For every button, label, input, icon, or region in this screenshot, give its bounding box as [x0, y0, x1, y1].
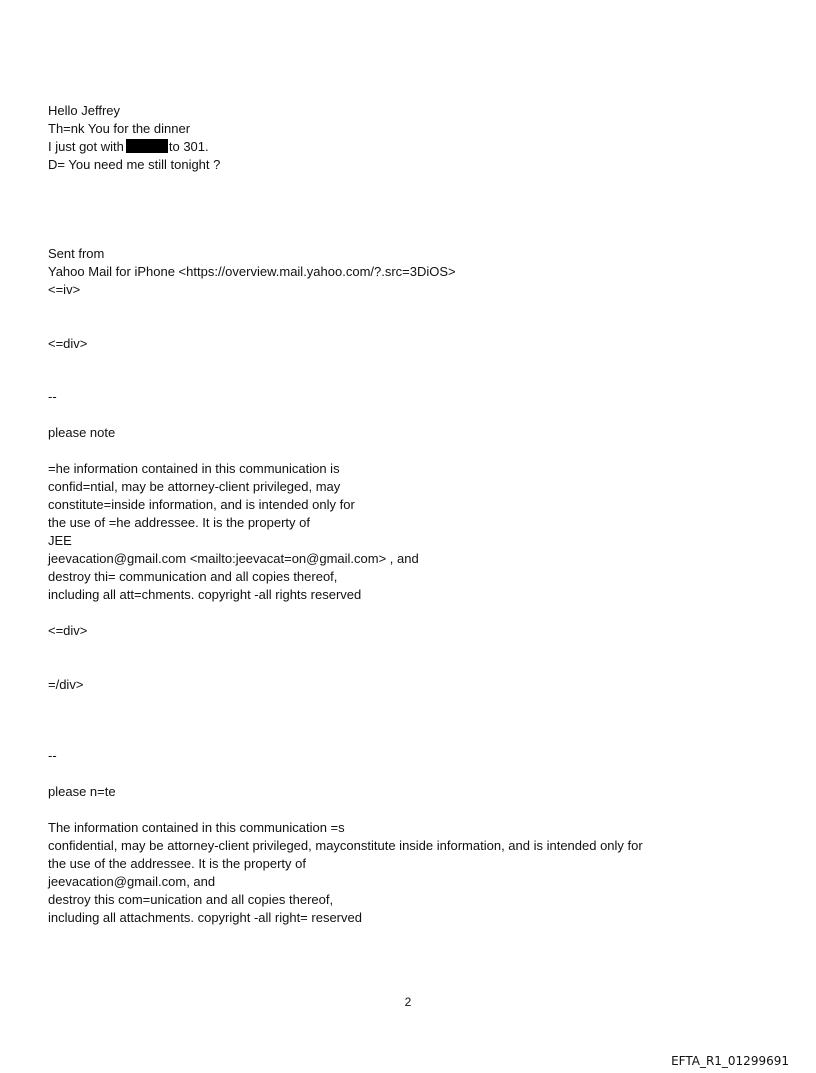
notice-line: the use of =he addressee. It is the property of	[48, 515, 310, 530]
notice-line: jeevacation@gmail.com, and	[48, 874, 216, 889]
notice-line: including all att=chments. copyright -all rights reserved	[48, 587, 362, 602]
div-tag-line: <=div>	[48, 623, 88, 638]
iv-tag-line: <=iv>	[48, 282, 81, 297]
notice-line: the use of the addressee. It is the property of	[48, 856, 306, 871]
page-number: 2	[404, 995, 412, 1009]
sent-from-line: Sent from	[48, 246, 105, 261]
notice-line: confidential, may be attorney-client privileged, mayconstitute inside information, and is intended only for	[48, 838, 643, 853]
thanks-line: Th=nk You for the dinner	[48, 121, 191, 136]
notice-line: confid=ntial, may be attorney-client privileged, may	[48, 479, 341, 494]
notice-line: constitute=inside information, and is intended only for	[48, 497, 355, 512]
yahoo-mail-line: Yahoo Mail for iPhone <https://overview.mail.yahoo.com/?.src=3DiOS>	[48, 264, 456, 279]
got-with-line	[48, 138, 209, 156]
notice-line: destroy thi= communication and all copies thereof,	[48, 569, 338, 584]
notice-line: including all attachments. copyright -all right= reserved	[48, 910, 362, 925]
please-note-line: please n=te	[48, 784, 116, 799]
separator-line: --	[48, 748, 57, 763]
please-note-line: please note	[48, 425, 116, 440]
notice-line: JEE	[48, 533, 72, 548]
got-with-suffix: to 301.	[168, 139, 209, 154]
separator-line: --	[48, 389, 57, 404]
notice-line: =he information contained in this communication is	[48, 461, 340, 476]
notice-line: The information contained in this communication =s	[48, 820, 345, 835]
question-line: D= You need me still tonight ?	[48, 157, 221, 172]
got-with-prefix: I just got with	[48, 139, 124, 154]
div-tag-line: <=div>	[48, 336, 88, 351]
notice-line: destroy this com=unication and all copies thereof,	[48, 892, 334, 907]
document-id: EFTA_R1_01299691	[671, 1054, 789, 1068]
notice-line: jeevacation@gmail.com <mailto:jeevacat=on@gmail.com> , and	[48, 551, 419, 566]
greeting-line: Hello Jeffrey	[48, 103, 121, 118]
div-close-line: =/div>	[48, 677, 84, 692]
redaction-bar	[126, 139, 168, 153]
